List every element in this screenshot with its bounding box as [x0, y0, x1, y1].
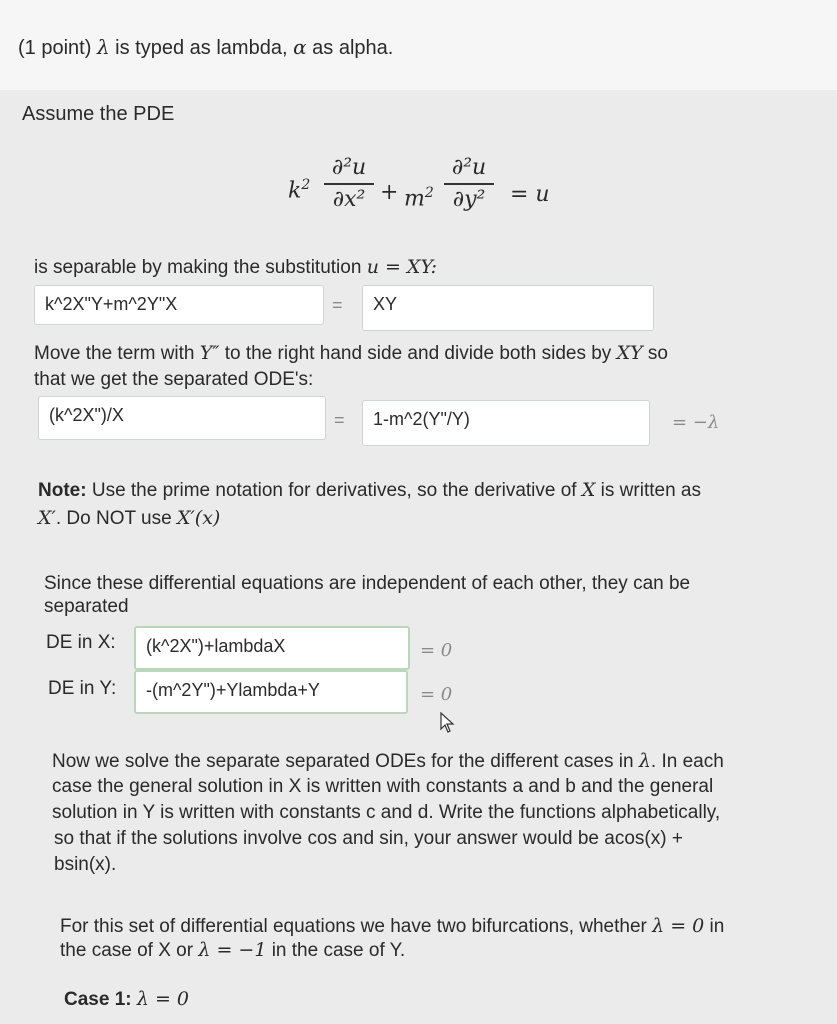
lambda-symbol: λ: [96, 35, 110, 59]
ode-lhs-input[interactable]: (k^2X")/X: [38, 396, 326, 440]
d2u-dx2-fraction: ∂²u ∂x²: [324, 156, 374, 212]
mouse-cursor-icon: [440, 712, 456, 734]
ode-rhs-input[interactable]: 1-m^2(Y"/Y): [362, 400, 650, 446]
assume-text: Assume the PDE: [22, 103, 175, 125]
de-y-rhs: = 0: [420, 684, 453, 705]
ode-equals-sign: =: [334, 410, 345, 430]
lhs-substitution-input[interactable]: k^2X"Y+m^2Y"X: [34, 285, 324, 325]
independent-line1: Since these differential equations are independent of each other, they can be: [44, 573, 691, 594]
xy-math: XY: [616, 342, 643, 364]
problem-panel: [0, 90, 837, 1024]
points-label: (1 point): [18, 37, 92, 59]
substitution-math: u = XY:: [366, 256, 438, 278]
note-line2: X′. Do NOT use X′(x): [38, 507, 221, 529]
problem-header-text: [18, 34, 393, 61]
move-term-line1: Move the term with Y″ to the right hand side and divide both sides by XY so: [34, 342, 669, 364]
plus-sign: +: [380, 180, 399, 205]
solve-line5: bsin(x).: [54, 854, 117, 875]
note-line1: Note: Use the prime notation for derivatives, so the derivative of X is written as: [38, 479, 701, 501]
independent-line2: separated: [44, 596, 129, 617]
de-x-label: DE in X:: [46, 632, 116, 653]
lambda-note: is typed as lambda,: [109, 37, 294, 59]
y-double-prime: Y″: [199, 342, 220, 364]
alpha-symbol: α: [293, 35, 307, 59]
note-label: Note:: [38, 480, 87, 501]
solve-line3: solution in Y is written with constants c and d. Write the functions alphabetically,: [52, 802, 721, 823]
bifurcation-line1: For this set of differential equations we have two bifurcations, whether λ = 0 in: [60, 915, 725, 937]
move-term-line2: that we get the separated ODE's:: [34, 369, 314, 390]
d2u-dy2-fraction: ∂²u ∂y²: [444, 156, 494, 212]
bifurcation-line2: the case of X or λ = −1 in the case of Y.: [60, 939, 406, 961]
minus-lambda: = −λ: [672, 412, 720, 433]
equals-u: = u: [510, 182, 550, 207]
de-y-label: DE in Y:: [48, 678, 117, 699]
solve-line1: Now we solve the separate separated ODEs for the different cases in λ. In each: [52, 750, 724, 772]
k-squared: $k^2$: [288, 177, 311, 204]
m-squared: $m^2$: [404, 185, 434, 212]
case1-heading: Case 1: λ = 0: [64, 988, 190, 1010]
solve-line4: so that if the solutions involve cos and sin, your answer would be acos(x) +: [54, 828, 683, 849]
rhs-substitution-input[interactable]: XY: [362, 285, 654, 331]
de-y-input[interactable]: -(m^2Y")+Ylambda+Y: [134, 670, 408, 714]
de-x-rhs: = 0: [420, 640, 453, 661]
alpha-note: as alpha.: [306, 37, 394, 59]
separable-text: is separable by making the substitution u = XY:: [34, 256, 438, 278]
solve-line2: case the general solution in X is written with constants a and b and the general: [52, 776, 714, 797]
de-x-input[interactable]: (k^2X")+lambdaX: [134, 626, 410, 670]
equals-sign: =: [332, 295, 343, 315]
